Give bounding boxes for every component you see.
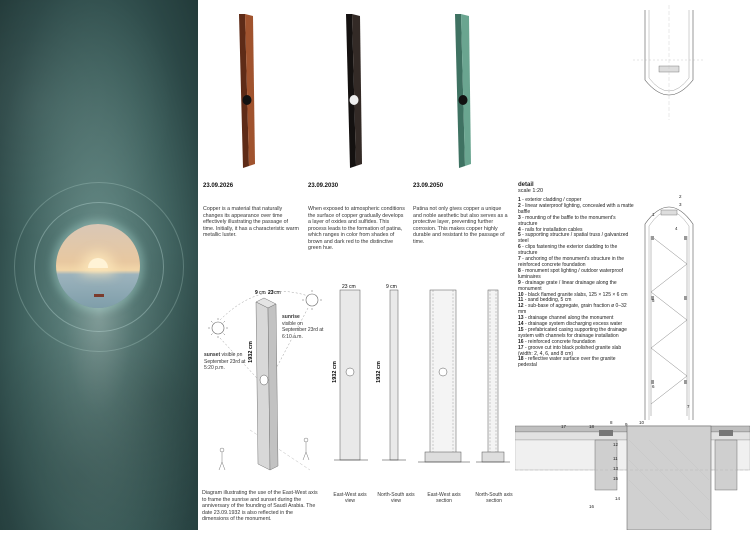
- legend-text: - rails for installation cables: [522, 226, 583, 233]
- legend-text: - anchoring of the monument's structure in the reinforced concrete foundation: [518, 256, 625, 268]
- date-label: 23.09.2050: [413, 183, 444, 189]
- width-dimension: 23: [268, 290, 274, 296]
- sunrise-note: [282, 314, 328, 340]
- hero-sunset-image: [0, 0, 198, 530]
- ew-section-caption: East-West axis section: [427, 492, 461, 504]
- svg-text:8: 8: [610, 420, 613, 425]
- detail-title: detail: [518, 182, 534, 188]
- svg-text:7: 7: [687, 404, 690, 409]
- legend-text: - drainage channel along the monument: [524, 315, 614, 322]
- sunrise-label: sunrise: [282, 314, 300, 320]
- material-column-2030: [308, 8, 406, 253]
- sunset-note: [204, 352, 248, 372]
- depth-unit: cm: [259, 290, 266, 296]
- legend-number: 11: [518, 297, 524, 304]
- human-figure: [303, 438, 309, 460]
- legend-number: 13: [518, 315, 524, 322]
- legend-text: - supporting structure / spatial truss / galvanized steel: [518, 232, 629, 245]
- ns-height-label: 1932 cm: [376, 361, 382, 383]
- svg-text:13: 13: [613, 466, 619, 471]
- legend-number: 8: [518, 267, 521, 274]
- svg-text:14: 14: [615, 496, 621, 501]
- svg-text:3: 3: [679, 202, 682, 207]
- legend-number: 17: [518, 344, 524, 351]
- legend-text: - clips fastening the exterior cladding to the structure: [518, 244, 618, 257]
- legend-number: 9: [518, 279, 521, 286]
- sunrise-desc: visible on September 23rd at 6:10 a.m.: [282, 320, 324, 340]
- width-unit: cm: [274, 290, 281, 296]
- human-figure: [219, 448, 225, 470]
- circular-window-view: [56, 224, 140, 308]
- ew-height-label: 1932 cm: [332, 361, 338, 383]
- legend-text: - reinforced concrete foundation: [524, 338, 596, 345]
- sunset-sun-icon: [212, 322, 224, 334]
- legend-number: 5: [518, 232, 521, 239]
- legend-text: - reflective water surface over the granite pedestal: [518, 356, 616, 369]
- svg-text:12: 12: [613, 442, 619, 447]
- ns-section-caption: North-South axis section: [475, 492, 513, 504]
- diagram-caption: Diagram illustrating the use of the East-West axis to frame the sunrise and sunset during the anniversary of the founding of Saudi Arabia. The date 23.09.1932 is also reflected in the dimensions of the monument.: [202, 490, 318, 522]
- description-text: Patina not only gives copper a unique and noble aesthetic but also serves as a protective layer, preventing further corrosion. This makes copper highly durable and resistant to the passage of time.: [413, 206, 508, 245]
- legend-text: - monument spot lighting / outdoor waterproof luminaires: [518, 267, 624, 280]
- legend-number: 4: [518, 226, 521, 233]
- sun-glow: [88, 258, 108, 268]
- sunset-desc: visible on September 23rd at 5:20 p.m.: [204, 352, 246, 371]
- ew-view-caption: East-West axis view: [333, 492, 367, 504]
- legend-number: 18: [518, 356, 524, 363]
- legend-number: 12: [518, 303, 524, 310]
- legend-number: 6: [518, 244, 521, 251]
- svg-text:4: 4: [675, 226, 678, 231]
- boat: [94, 294, 104, 297]
- legend-text: - exterior cladding / copper: [522, 197, 582, 203]
- copper-pillar-oxidized: [308, 8, 406, 178]
- legend-number: 15: [518, 326, 524, 333]
- legend-number: 1: [518, 197, 521, 203]
- legend-text: - drainage grate / linear drainage along the monument: [518, 279, 617, 292]
- svg-text:5: 5: [652, 298, 655, 303]
- detail-scale: scale 1:20: [518, 188, 544, 194]
- legend-number: 16: [518, 338, 524, 345]
- svg-text:15: 15: [613, 476, 619, 481]
- sunset-label: sunset: [204, 352, 221, 358]
- date-label: 23.09.2026: [203, 183, 234, 189]
- svg-text:6: 6: [652, 384, 655, 389]
- ns-view-caption: North-South axis view: [377, 492, 415, 504]
- svg-text:18: 18: [589, 424, 595, 429]
- height-dimension: 1932 cm: [248, 341, 254, 363]
- legend-text: - linear waterproof lighting, concealed with a matte baffle: [518, 202, 634, 215]
- legend-number: 10: [518, 291, 524, 298]
- description-text: When exposed to atmospheric conditions the surface of copper gradually develops a layer of oxides and sulfides. This process leads to the formation of patina, which ranges in color from shades of brown and dark red to the distinctive green hue.: [308, 206, 405, 251]
- ns-width-label: 9 cm: [386, 284, 397, 290]
- legend-text: - sub-base of aggregate, grain fraction ø 0–32 mm: [518, 303, 627, 316]
- legend-text: - sand bedding, 5 cm: [524, 297, 572, 304]
- legend-number: 7: [518, 256, 521, 263]
- svg-text:2: 2: [679, 194, 682, 199]
- svg-text:9: 9: [625, 422, 628, 427]
- svg-text:1: 1: [652, 212, 655, 217]
- material-column-2050: [413, 8, 511, 253]
- material-column-2026: [203, 8, 301, 253]
- orientation-diagram: [200, 280, 330, 530]
- ew-width-label: 23 cm: [342, 284, 356, 290]
- technical-detail-drawing: [515, 0, 750, 530]
- legend-number: 3: [518, 214, 521, 221]
- legend-number: 14: [518, 321, 524, 328]
- svg-text:17: 17: [561, 424, 567, 429]
- date-label: 23.09.2030: [308, 183, 339, 189]
- legend-text: - black flamed granite slabs, 125 × 125 × 6 cm: [524, 291, 628, 298]
- section-drawing: [515, 0, 750, 530]
- description-text: Copper is a material that naturally changes its appearance over time effectively illustrating the passage of time. Initially, it has a characteristic warm metallic luster.: [203, 206, 299, 238]
- copper-pillar-patina: [413, 8, 511, 178]
- legend-number: 2: [518, 202, 521, 209]
- svg-text:10: 10: [639, 420, 645, 425]
- svg-text:11: 11: [613, 456, 618, 461]
- copper-pillar-new: [203, 8, 301, 178]
- legend-text: - prefabricated casing supporting the drainage system with channels for drainage installation: [518, 326, 627, 339]
- legend-text: - drainage system discharging excess water: [524, 321, 623, 328]
- legend-text: - groove cut into black polished granite slab (width: 2, 4, 6, and 8 cm): [518, 344, 622, 357]
- svg-text:16: 16: [589, 504, 595, 509]
- depth-dimension: 9: [255, 290, 258, 296]
- legend-text: - mounting of the baffle to the monument's structure: [518, 214, 616, 227]
- monument-sun-axis-drawing: [200, 280, 330, 480]
